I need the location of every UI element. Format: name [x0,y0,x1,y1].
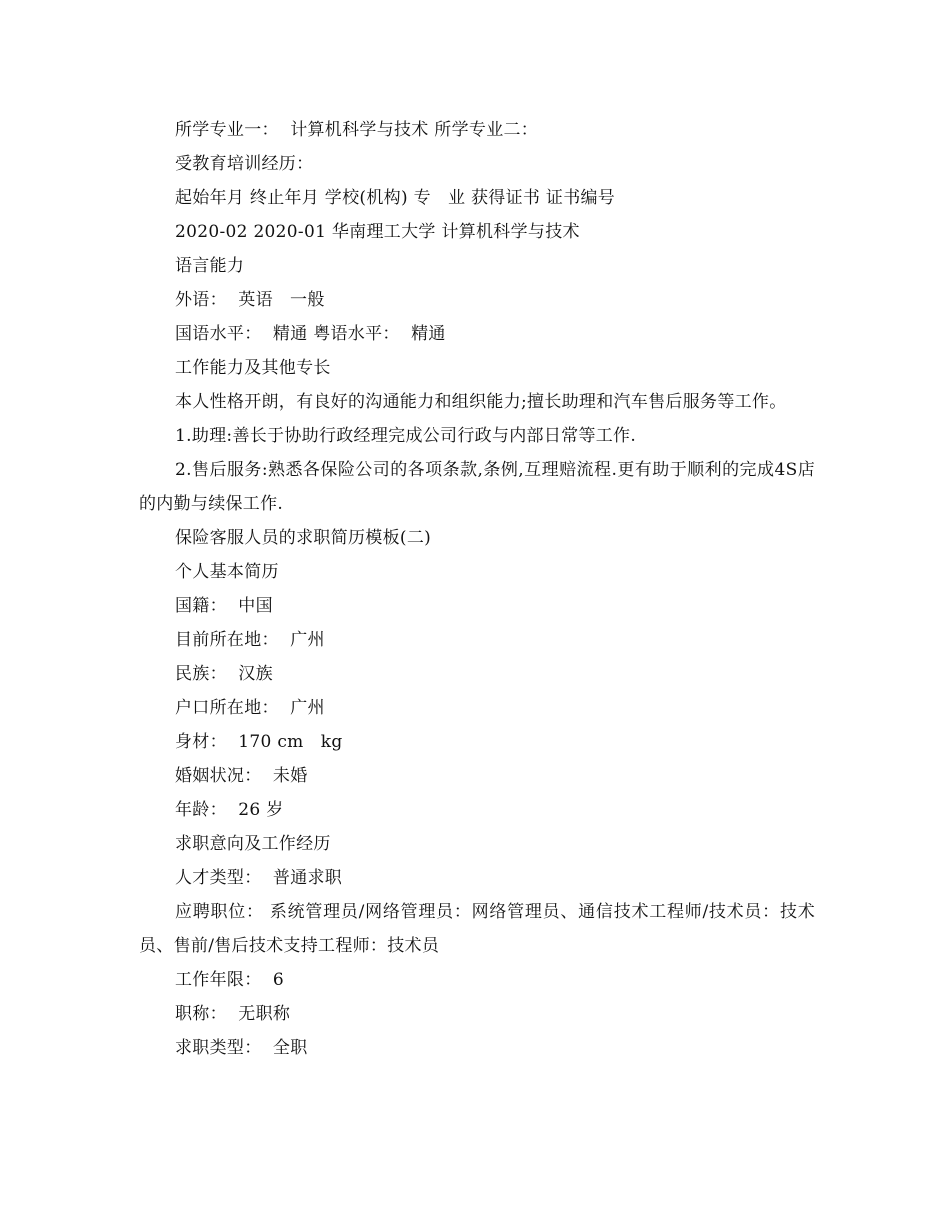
job-intent-heading: 求职意向及工作经历 [175,834,331,854]
job-type-line: 求职类型： 全职 [175,1038,308,1058]
household-registration-line: 户口所在地： 广州 [175,698,325,718]
language-heading: 语言能力 [175,256,245,276]
marital-status-line: 婚姻状况： 未婚 [175,766,308,786]
education-table-header: 起始年月 终止年月 学校(机构) 专 业 获得证书 证书编号 [175,188,616,208]
template-title: 保险客服人员的求职简历模板(二) [175,528,432,548]
mandarin-cantonese-line: 国语水平： 精通 粤语水平： 精通 [175,324,446,344]
age-line: 年龄： 26 岁 [175,800,284,820]
ethnicity-line: 民族： 汉族 [175,664,273,684]
current-location-line: 目前所在地： 广州 [175,630,325,650]
education-heading: 受教育培训经历： [175,154,314,174]
after-sales-skill-paragraph: 2.售后服务:熟悉各保险公司的各项条款,条例,互理赔流程.更有助于顺利的完成4S店的内勤与续保工作. [139,460,815,514]
education-table-row: 2020-02 2020-01 华南理工大学 计算机科学与技术 [175,222,580,242]
foreign-language-line: 外语： 英语 一般 [175,290,325,310]
skills-heading: 工作能力及其他专长 [175,358,331,378]
work-years-line: 工作年限： 6 [175,970,285,990]
body-stats-line: 身材： 170 cm kg [175,732,343,752]
applied-position-paragraph: 应聘职位： 系统管理员/网络管理员：网络管理员、通信技术工程师/技术员：技术员、售前/售后技术支持工程师：技术员 [139,902,815,956]
major-line: 所学专业一： 计算机科学与技术 所学专业二： [175,120,539,140]
talent-type-line: 人才类型： 普通求职 [175,868,343,888]
nationality-line: 国籍： 中国 [175,596,273,616]
assistant-skill-paragraph: 1.助理:善长于协助行政经理完成公司行政与内部日常等工作. [175,426,637,446]
basic-resume-heading: 个人基本简历 [175,562,279,582]
job-title-line: 职称： 无职称 [175,1004,291,1024]
personality-paragraph: 本人性格开朗，有良好的沟通能力和组织能力;擅长助理和汽车售后服务等工作。 [175,392,787,412]
resume-text-body [139,113,815,1065]
